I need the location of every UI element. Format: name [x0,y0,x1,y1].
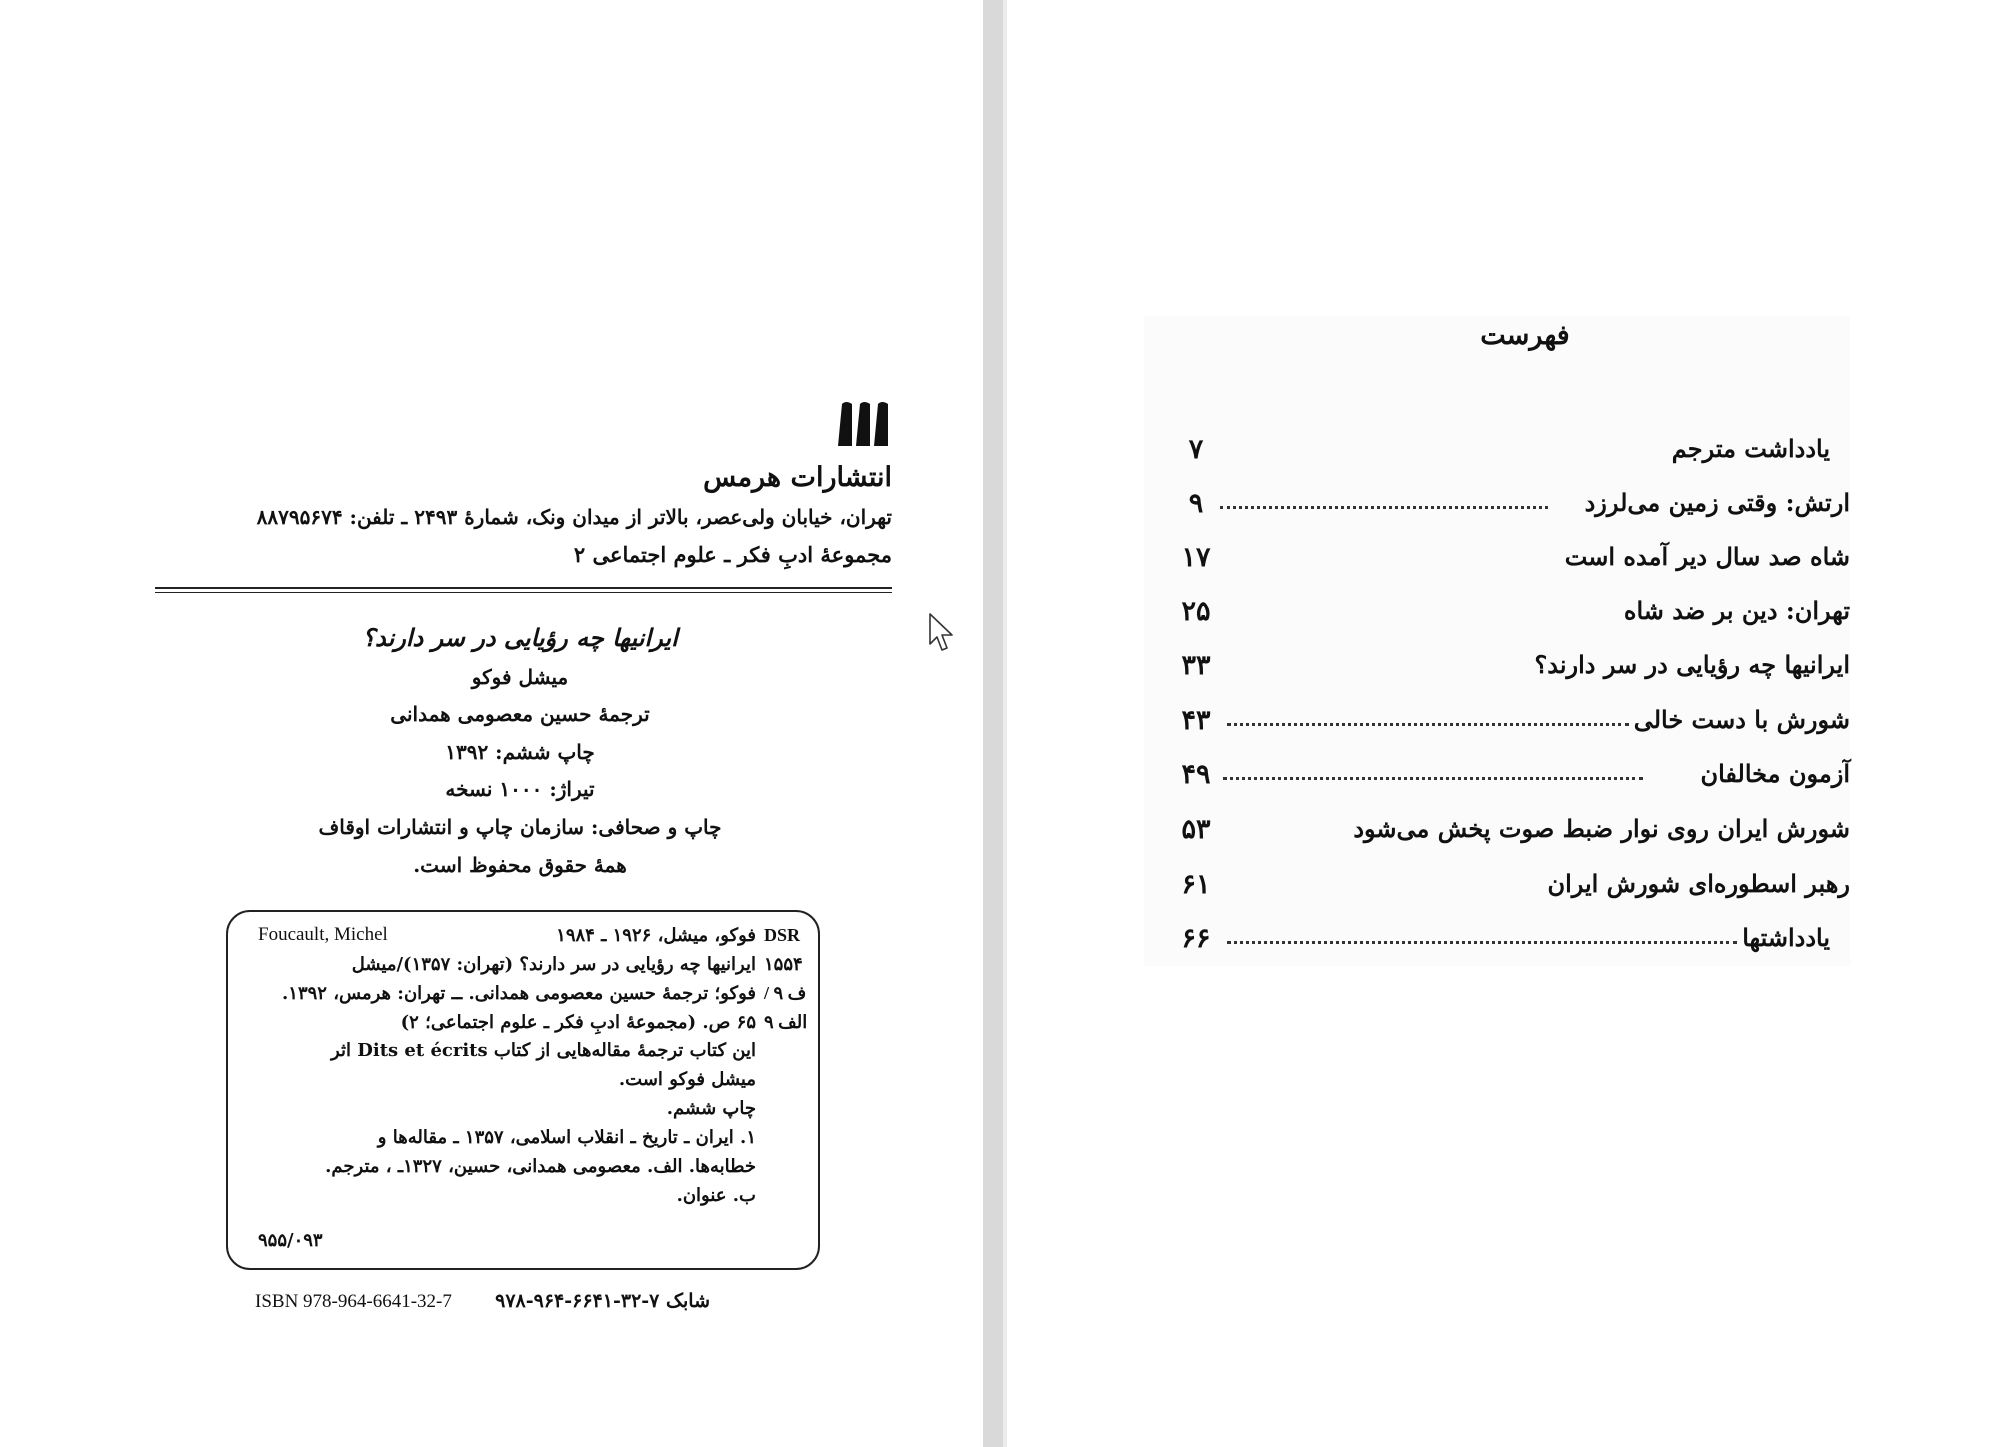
edition-info: چاپ ششم: ۱۳۹۲ [445,740,595,764]
toc-entry-label: شورش ایران روی نوار ضبط صوت پخش می‌شود [1353,814,1850,843]
series-name: مجموعهٔ ادبِ فکر ـ علوم اجتماعی ۲ [573,542,892,567]
toc-entry-page: ۹ [1188,488,1204,519]
page-gutter [983,0,1003,1447]
toc-entry-page: ۶۱ [1181,869,1211,900]
catalog-author-latin: Foucault, Michel [258,924,388,945]
publisher-address: تهران، خیابان ولی‌عصر، بالاتر از میدان ونک، شمارهٔ ۲۴۹۳ ـ تلفن: ۸۸۷۹۵۶۷۴ [256,505,892,529]
toc-entry[interactable] [1165,759,1850,799]
left-page [0,0,983,1447]
book-title: ایرانیها چه رؤیایی در سر دارند؟ [362,623,678,652]
toc-entry-label: یادداشتها [1742,923,1830,952]
isbn-persian: شابک ۷-۳۲-۶۶۴۱-۹۶۴-۹۷۸ [495,1290,711,1312]
toc-leader-dots [1227,941,1737,944]
isbn-latin: ISBN 978-964-6641-32-7 [255,1291,452,1312]
catalog-dewey-number: ۹۵۵/۰۹۳ [258,1230,323,1251]
catalog-subject-line: ۱. ایران ـ تاریخ ـ انقلاب اسلامی، ۱۳۵۷ ـ مقاله‌ها و [377,1127,756,1148]
catalog-class-number: DSR [764,925,801,945]
toc-entry[interactable] [1165,542,1850,582]
catalog-entry-heading: فوکو، میشل، ۱۹۲۶ ـ ۱۹۸۴ [556,925,756,946]
toc-entry-label: یادداشت مترجم [1671,434,1830,463]
toc-entry[interactable] [1165,650,1850,690]
toc-entry-label: رهبر اسطوره‌ای شورش ایران [1547,869,1850,898]
toc-entry-page: ۴۳ [1181,705,1211,736]
toc-entry-page: ۶۶ [1181,923,1211,954]
catalog-note-line: میشل فوکو است. [618,1069,756,1090]
toc-leader-dots [1223,777,1643,780]
catalog-title-line: فوکو؛ ترجمهٔ حسین معصومی همدانی. ــ تهران: هرمس، ۱۳۹۲. [282,983,756,1004]
catalog-subject-line: ب. عنوان. [676,1185,756,1206]
catalog-class-number: ۹ الف [764,1012,808,1032]
toc-entry-page: ۲۵ [1181,596,1211,627]
toc-entry[interactable] [1165,869,1850,909]
toc-entry[interactable] [1165,923,1850,963]
catalog-title-line: ایرانیها چه رؤیایی در سر دارند؟ (تهران: ۱۳۵۷)/میشل [351,954,756,975]
publisher-logo-icon [836,400,892,446]
toc-entry-page: ۵۳ [1181,814,1211,845]
catalog-note-line: چاپ ششم. [666,1098,756,1119]
toc-entry-label: تهران: دین بر ضد شاه [1623,596,1850,625]
toc-entry[interactable] [1165,434,1850,474]
toc-entry-label: ایرانیها چه رؤیایی در سر دارند؟ [1534,650,1850,679]
divider-rule [155,587,892,589]
catalog-subject-line: خطابه‌ها. الف. معصومی همدانی، حسین، ۱۳۲۷ـ ، مترجم. [325,1156,756,1177]
toc-entry[interactable] [1165,488,1850,528]
author-name: میشل فوکو [471,665,569,689]
divider-rule-thin [155,592,892,593]
isbn-line [255,1290,710,1313]
toc-entry-label: شورش با دست خالی [1633,705,1850,734]
copyright-notice: همهٔ حقوق محفوظ است. [413,853,627,877]
toc-title: فهرست [1480,320,1570,351]
toc-entry-label: آزمون مخالفان [1700,759,1850,788]
printer-info: چاپ و صحافی: سازمان چاپ و انتشارات اوقاف [318,815,722,839]
catalog-card [226,910,820,1270]
toc-entry-page: ۳۳ [1181,650,1211,681]
toc-entry-page: ۱۷ [1181,542,1211,573]
catalog-title-line: ۶۵ ص. (مجموعهٔ ادبِ فکر ـ علوم اجتماعی؛ ۲) [400,1012,756,1033]
translator-credit: ترجمهٔ حسین معصومی همدانی [390,702,650,726]
catalog-note-line: این کتاب ترجمهٔ مقاله‌هایی از کتاب Dits et écrits اثر [331,1040,756,1061]
toc-leader-dots [1227,723,1629,726]
publisher-name: انتشارات هرمس [703,462,892,493]
toc-entry[interactable] [1165,596,1850,636]
toc-entry-label: شاه صد سال دیر آمده است [1564,542,1850,571]
toc-entry-label: ارتش: وقتی زمین می‌لرزد [1584,488,1850,517]
toc-entry[interactable] [1165,814,1850,854]
print-run-info: تیراژ: ۱۰۰۰ نسخه [445,777,595,801]
toc-entry[interactable] [1165,705,1850,745]
mouse-pointer-icon [928,612,954,654]
catalog-class-number: ۱۵۵۴ [764,954,803,974]
catalog-class-number: / ۹ ف [764,983,807,1003]
toc-entry-page: ۴۹ [1181,759,1211,790]
toc-entry-page: ۷ [1188,434,1204,465]
toc-leader-dots [1220,506,1548,509]
